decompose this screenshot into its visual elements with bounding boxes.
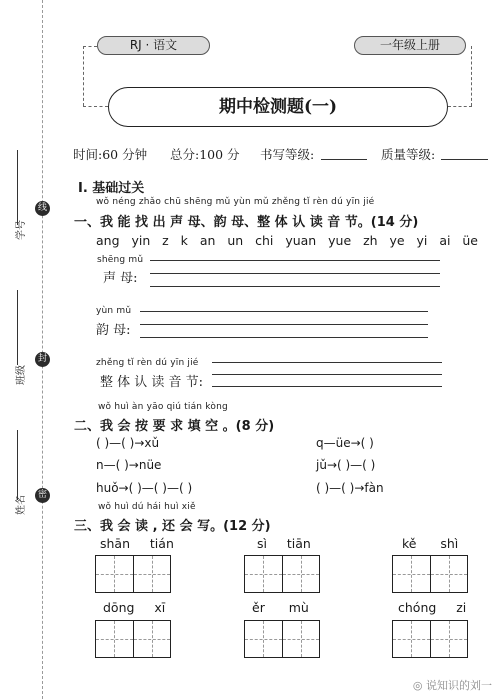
q1-letter: ai <box>439 233 451 248</box>
writing-grid[interactable] <box>244 555 320 593</box>
q1-letter: yi <box>416 233 428 248</box>
syllable: kě <box>402 536 417 551</box>
syllable: zi <box>456 600 467 615</box>
word-pinyin <box>398 600 466 615</box>
name-label: 姓名 <box>16 495 27 515</box>
seal-seal-mark: 封 <box>35 352 50 367</box>
initials-answer-line[interactable] <box>150 260 440 261</box>
q2-title: 二、我 会 按 要 求 填 空 。(8 分) <box>74 419 275 434</box>
word-pinyin <box>103 600 165 615</box>
student-id-label: 学号 <box>16 220 27 240</box>
q2-pinyin: wǒ huì àn yāo qiú tián kòng <box>98 402 228 412</box>
syllable: tiān <box>286 536 311 551</box>
quality-grade-label: 质量等级: <box>381 147 436 162</box>
finals-pinyin: yùn mǔ <box>96 306 132 316</box>
q1-letter: ang <box>96 233 120 248</box>
q1-pinyin: wǒ néng zhǎo chū shēng mǔ yùn mǔ zhěng tǐ rèn dú yīn jié <box>96 197 375 207</box>
finals-answer-line[interactable] <box>140 324 428 325</box>
q2-item[interactable]: jǔ→( )—( ) <box>316 458 376 472</box>
q3-pinyin: wǒ huì dú hái huì xiě <box>98 502 196 512</box>
q1-letter: k <box>180 233 188 248</box>
quality-grade-field[interactable] <box>441 159 488 160</box>
writing-grid[interactable] <box>95 555 171 593</box>
whole-syllables-pinyin: zhěng tǐ rèn dú yīn jié <box>96 358 199 368</box>
writing-grid[interactable] <box>95 620 171 658</box>
initials-answer-line[interactable] <box>150 286 440 287</box>
q2-item[interactable]: ( )—( )→xǔ <box>96 436 160 450</box>
q1-title: 一、我 能 找 出 声 母、韵 母、整 体 认 读 音 节。(14 分) <box>74 215 419 230</box>
q3-title: 三、我 会 读 , 还 会 写。(12 分) <box>74 519 271 534</box>
frame-line <box>471 46 472 106</box>
frame-line <box>83 46 84 106</box>
student-id-field[interactable] <box>17 150 18 225</box>
q1-letter: ye <box>389 233 405 248</box>
syllable: ěr <box>252 600 265 615</box>
time-info: 时间:60 分钟 <box>73 147 148 162</box>
watermark-text: ◎ 说知识的刘一 <box>412 679 492 692</box>
q1-letter: yue <box>328 233 352 248</box>
word-pinyin <box>252 600 309 615</box>
syllable: xī <box>154 600 166 615</box>
seal-line-mark: 线 <box>35 201 50 216</box>
score-info: 总分:100 分 <box>170 147 240 162</box>
frame-line <box>83 106 108 107</box>
class-label: 班级 <box>16 365 27 385</box>
frame-line <box>448 106 472 107</box>
syllable: mù <box>288 600 309 615</box>
syllable: tián <box>149 536 174 551</box>
subject-tag: RJ · 语文 <box>97 36 210 55</box>
q1-letter: z <box>162 233 169 248</box>
writing-grade-field[interactable] <box>321 159 367 160</box>
q1-letter-list <box>96 233 478 248</box>
finals-answer-line[interactable] <box>140 337 428 338</box>
whole-syllables-answer-line[interactable] <box>212 386 442 387</box>
word-pinyin <box>257 536 311 551</box>
word-pinyin <box>402 536 458 551</box>
syllable: dōng <box>103 600 135 615</box>
name-field[interactable] <box>17 430 18 500</box>
initials-answer-line[interactable] <box>150 273 440 274</box>
grade-tag: 一年级上册 <box>354 36 466 55</box>
frame-line <box>83 46 97 47</box>
exam-title: 期中检测题(一) <box>108 87 448 127</box>
syllable: chóng <box>398 600 437 615</box>
writing-grid[interactable] <box>392 620 468 658</box>
q2-item[interactable]: ( )—( )→fàn <box>316 481 384 495</box>
finals-answer-line[interactable] <box>140 311 428 312</box>
class-field[interactable] <box>17 290 18 365</box>
q1-letter: zh <box>363 233 378 248</box>
whole-syllables-answer-line[interactable] <box>212 374 442 375</box>
seal-secret-mark: 密 <box>35 488 50 503</box>
syllable: sì <box>257 536 267 551</box>
q1-letter: un <box>227 233 244 248</box>
q1-letter: chi <box>255 233 274 248</box>
q1-letter: yuan <box>285 233 317 248</box>
initials-label: 声 母: <box>103 271 138 286</box>
q2-item[interactable]: q—üe→( ) <box>316 436 374 450</box>
syllable: shì <box>440 536 459 551</box>
q1-letter: an <box>199 233 216 248</box>
finals-label: 韵 母: <box>96 323 131 338</box>
syllable: shān <box>100 536 131 551</box>
q1-letter: üe <box>462 233 478 248</box>
binding-dashed-line <box>42 0 43 699</box>
q1-letter: yin <box>131 233 151 248</box>
writing-grid[interactable] <box>244 620 320 658</box>
writing-grid[interactable] <box>392 555 468 593</box>
writing-grade-label: 书写等级: <box>260 147 315 162</box>
whole-syllables-answer-line[interactable] <box>212 362 442 363</box>
word-pinyin <box>100 536 174 551</box>
q2-item[interactable]: n—( )→nüe <box>96 458 162 472</box>
q2-item[interactable]: huǒ→( )—( )—( ) <box>96 481 193 495</box>
whole-syllables-label: 整 体 认 读 音 节: <box>100 375 204 390</box>
initials-pinyin: shēng mǔ <box>97 255 144 265</box>
section-heading: Ⅰ. 基础过关 <box>78 181 145 196</box>
